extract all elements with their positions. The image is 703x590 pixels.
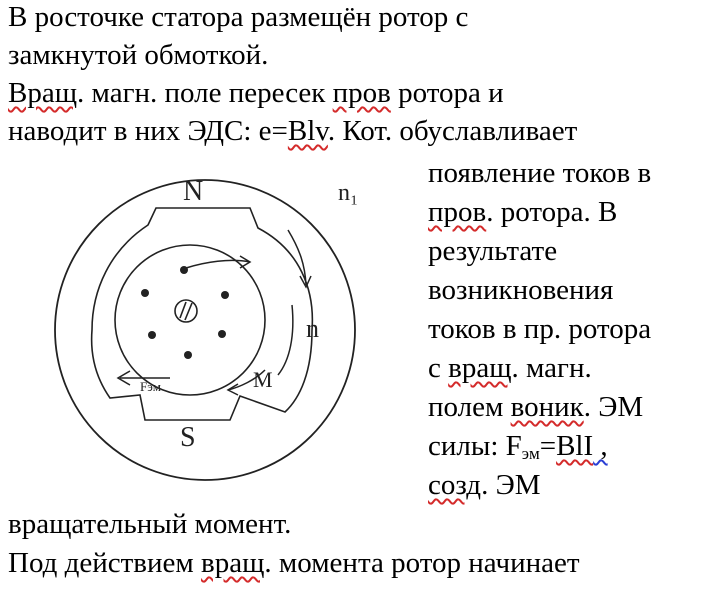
text-fragment: Под действием — [8, 547, 201, 579]
conductor-dot — [141, 289, 149, 297]
text-fragment: . магн. — [511, 352, 592, 384]
text-fragment: . момента ротор начинает — [264, 547, 580, 579]
right-line-5 — [428, 312, 651, 346]
text-line-4 — [8, 114, 577, 148]
conductor-dot — [218, 330, 226, 338]
conductor-dot — [221, 291, 229, 299]
misspelled-word[interactable]: Вращ — [8, 77, 78, 109]
text-line-5-content: вращательный момент. — [8, 508, 292, 540]
right-line-8 — [428, 429, 608, 463]
right-line-7 — [428, 390, 643, 424]
misspelled-word[interactable]: вращ — [201, 547, 265, 579]
text-line-1-content: В росточке статора размещён ротор с — [8, 1, 469, 33]
right-line-4 — [428, 273, 613, 307]
label-s-pole: S — [180, 422, 196, 453]
right-line-9 — [428, 468, 541, 502]
text-line-6 — [8, 546, 580, 580]
text-line-2 — [8, 38, 268, 72]
text-fragment: силы: F — [428, 430, 522, 462]
label-n: n — [306, 314, 319, 343]
text-fragment: . ротора. В — [486, 196, 618, 228]
right-line-3 — [428, 234, 557, 268]
grammar-flag[interactable]: , — [593, 430, 608, 462]
text-fragment: ротора и — [390, 77, 504, 109]
text-fragment: . ЭМ — [583, 391, 644, 423]
rotation-arrow-n — [278, 305, 293, 375]
text-fragment: . магн. поле пересек — [77, 77, 333, 109]
text-fragment: . ЭМ — [481, 469, 541, 501]
text-fragment: полем — [428, 391, 511, 423]
label-n1: n₁ — [338, 180, 359, 206]
right-line-1 — [428, 156, 651, 190]
misspelled-word[interactable]: воник — [510, 391, 584, 423]
right-line-2 — [428, 195, 617, 229]
label-m: M — [253, 367, 273, 392]
text-line-1 — [8, 0, 468, 34]
stator-pole-contour — [92, 208, 313, 420]
text-line-3 — [8, 76, 504, 110]
conductor-dot — [184, 351, 192, 359]
right-line-5-content: токов в пр. ротора — [428, 313, 652, 345]
text-line-2-content: замкнутой обмоткой. — [8, 39, 269, 71]
text-fragment: наводит в них ЭДС: e= — [8, 115, 288, 147]
text-fragment: . Кот. обуславливает — [327, 115, 578, 147]
misspelled-word[interactable]: Blv — [287, 115, 328, 147]
right-line-1-content: появление токов в — [428, 157, 652, 189]
misspelled-word[interactable]: пров — [428, 196, 487, 228]
label-fem: Fэм — [140, 379, 161, 394]
shaft-hatch — [180, 302, 186, 318]
label-n-pole: N — [183, 176, 204, 207]
text-fragment: с — [428, 352, 449, 384]
subscript-em: эм — [521, 444, 540, 463]
motor-diagram — [0, 150, 420, 530]
arrow-head — [228, 384, 238, 395]
right-line-4-content: возникновения — [428, 274, 614, 306]
conductor-dot — [148, 331, 156, 339]
misspelled-word[interactable]: пров — [332, 77, 391, 109]
misspelled-word[interactable]: созд — [428, 469, 482, 501]
misspelled-word[interactable]: BlI — [556, 430, 594, 462]
misspelled-word[interactable]: вращ — [448, 352, 512, 384]
shaft-hatch — [185, 303, 192, 320]
right-line-3-content: результате — [428, 235, 558, 267]
text-fragment: = — [539, 430, 557, 462]
right-line-6 — [428, 351, 592, 385]
